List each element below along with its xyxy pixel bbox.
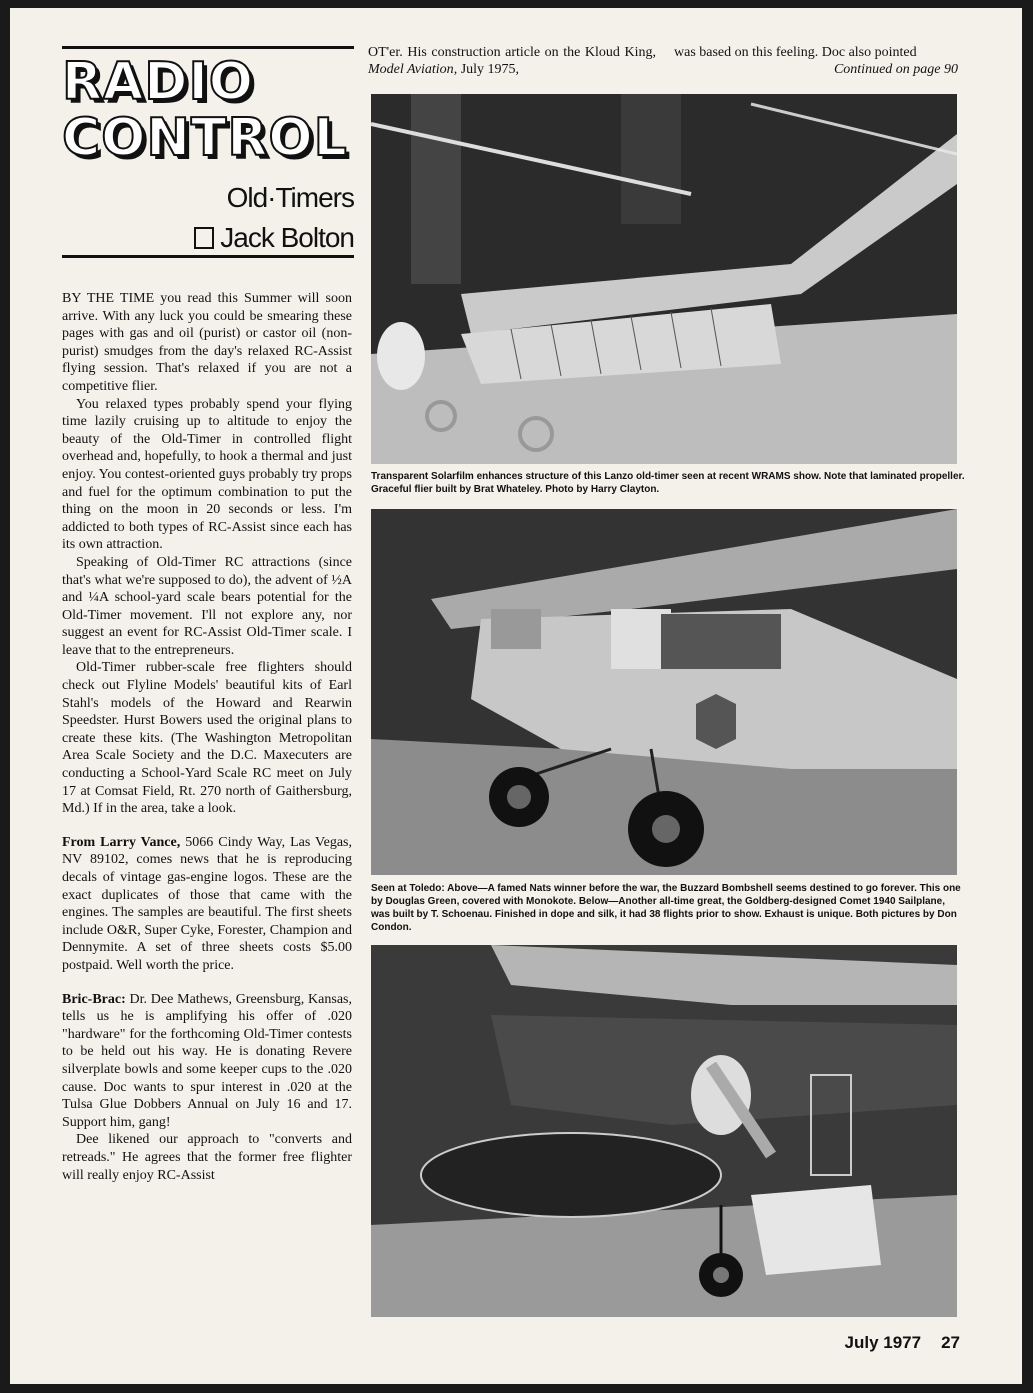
title-line-2: CONTROL [62, 108, 348, 168]
author-name: Jack Bolton [220, 222, 354, 253]
column-2-italic: Model Aviation [368, 62, 454, 77]
paragraph-5 [62, 834, 352, 975]
issue-date: July 1977 [844, 1333, 922, 1352]
article-column-left [62, 290, 352, 1184]
paragraph-1: BY THE TIME you read this Summer will soon arrive. With any luck you could be smearing these pages with gas and oil (purist) or castor oil (non-purist) smudges from the day's relaxed RC-Assist flying session. That's relaxed if you are not a competitive flier. [62, 291, 352, 394]
top-rule [62, 46, 354, 49]
title-line-1: RADIO [62, 52, 255, 112]
photo-1-image [371, 94, 957, 464]
square-bullet-icon [194, 227, 214, 249]
magazine-page [10, 8, 1022, 1384]
column-2-top [368, 44, 656, 78]
column-2-text-b: , July 1975, [453, 62, 520, 77]
paragraph-3: Speaking of Old-Timer RC attractions (since that's what we're supposed to do), the advent of ½A and ¼A school-yard scale bears potential for the Old-Timer movement. I'll not explore any, nor suggest an event for RC-Assist Old-Timer scale. I leave that to the entrepreneurs. [62, 554, 352, 658]
page-number: 27 [941, 1333, 960, 1352]
paragraph-5-lead: From Larry Vance, [62, 834, 181, 850]
paragraph-2: You relaxed types probably spend your flying time lazily cruising up to altitude to enjoy the beauty of the Old-Timer in controlled flight overhead and, hopefully, to hook a thermal and just enjoy. You contest-oriented guys probably try props and fuel for the optimum combination to put the thing on the moon in 20 seconds or less. I'm addicted to both types of RC-Assist since each has its own attraction. [62, 396, 352, 553]
caption-photo-2: Seen at Toledo: Above—A famed Nats winner before the war, the Buzzard Bombshell seems destined to go forever. This one by Douglas Green, covered with Monokote. Below—Another all-time great, the Goldberg-designed Comet 1940 Sailplane, was built by T. Schoenau. Finished in dope and silk, it had 38 flights prior to show. Exhaust is unique. Both pictures by Don Condon. [371, 883, 961, 933]
paragraph-6-body: Dr. Dee Mathews, Greensburg, Kansas, tells us he is amplifying his offer of .020 "hardware" for the forthcoming Old-Timer contests to be held out his way. He is donating Revere silverplate bowls and some keeper cups to the .020 cause. Doc wants to spur interest in .020 at the Tulsa Glue Dobbers Annual on July 16 and 17. Support him, gang! [62, 991, 352, 1130]
paragraph-5-body: 5066 Cindy Way, Las Vegas, NV 89102, comes news that he is reproducing decals of vintage gas-engine logos. These are the exact duplicates of those that came with the engines. The samples are beautiful. The first sheets include O&R, Super Cyke, Forester, Champion and Dennymite. A set of three sheets costs $5.00 postpaid. Well worth the price. [62, 834, 352, 973]
paragraph-6 [62, 991, 352, 1132]
author-byline [194, 222, 354, 254]
photo-lanzo-old-timer [371, 94, 957, 464]
column-3-top [674, 44, 958, 78]
caption-photo-1: Transparent Solarfilm enhances structure of this Lanzo old-timer seen at recent WRAMS show. Note that laminated propeller. Graceful flier built by Brat Whateley. Photo by Harry Clayton. [371, 471, 965, 495]
photo-comet-sailplane [371, 945, 957, 1317]
photo-3-image [371, 945, 957, 1317]
photo-buzzard-bombshell [371, 509, 957, 875]
paragraph-7: Dee likened our approach to "converts and retreads." He agrees that the former free flighter will really enjoy RC-Assist [62, 1132, 352, 1183]
photo-2-image [371, 509, 957, 875]
column-subtitle: Old·Timers [226, 182, 354, 213]
paragraph-6-lead: Bric-Brac: [62, 991, 126, 1007]
masthead-bottom-rule [62, 255, 354, 258]
column-3-text: was based on this feeling. Doc also pointed [674, 45, 917, 60]
column-2-text-a: OT'er. His construction article on the Kloud King, [368, 45, 656, 60]
masthead [62, 54, 362, 264]
page-footer [845, 1333, 960, 1353]
continued-note: Continued on page 90 [833, 62, 958, 77]
paragraph-4: Old-Timer rubber-scale free flighters should check out Flyline Models' beautiful kits of Earl Stahl's models of the Howard and Rearwin Speedster. Hurst Bowers used the original plans to create these kits. (The Washington Metropolitan Area Scale Society and the D.C. Maxecuters are conducting a School-Yard Scale RC meet on July 17 at Comsat Field, Rt. 270 north of Gaithersburg, Md.) If in the area, take a look. [62, 660, 352, 817]
